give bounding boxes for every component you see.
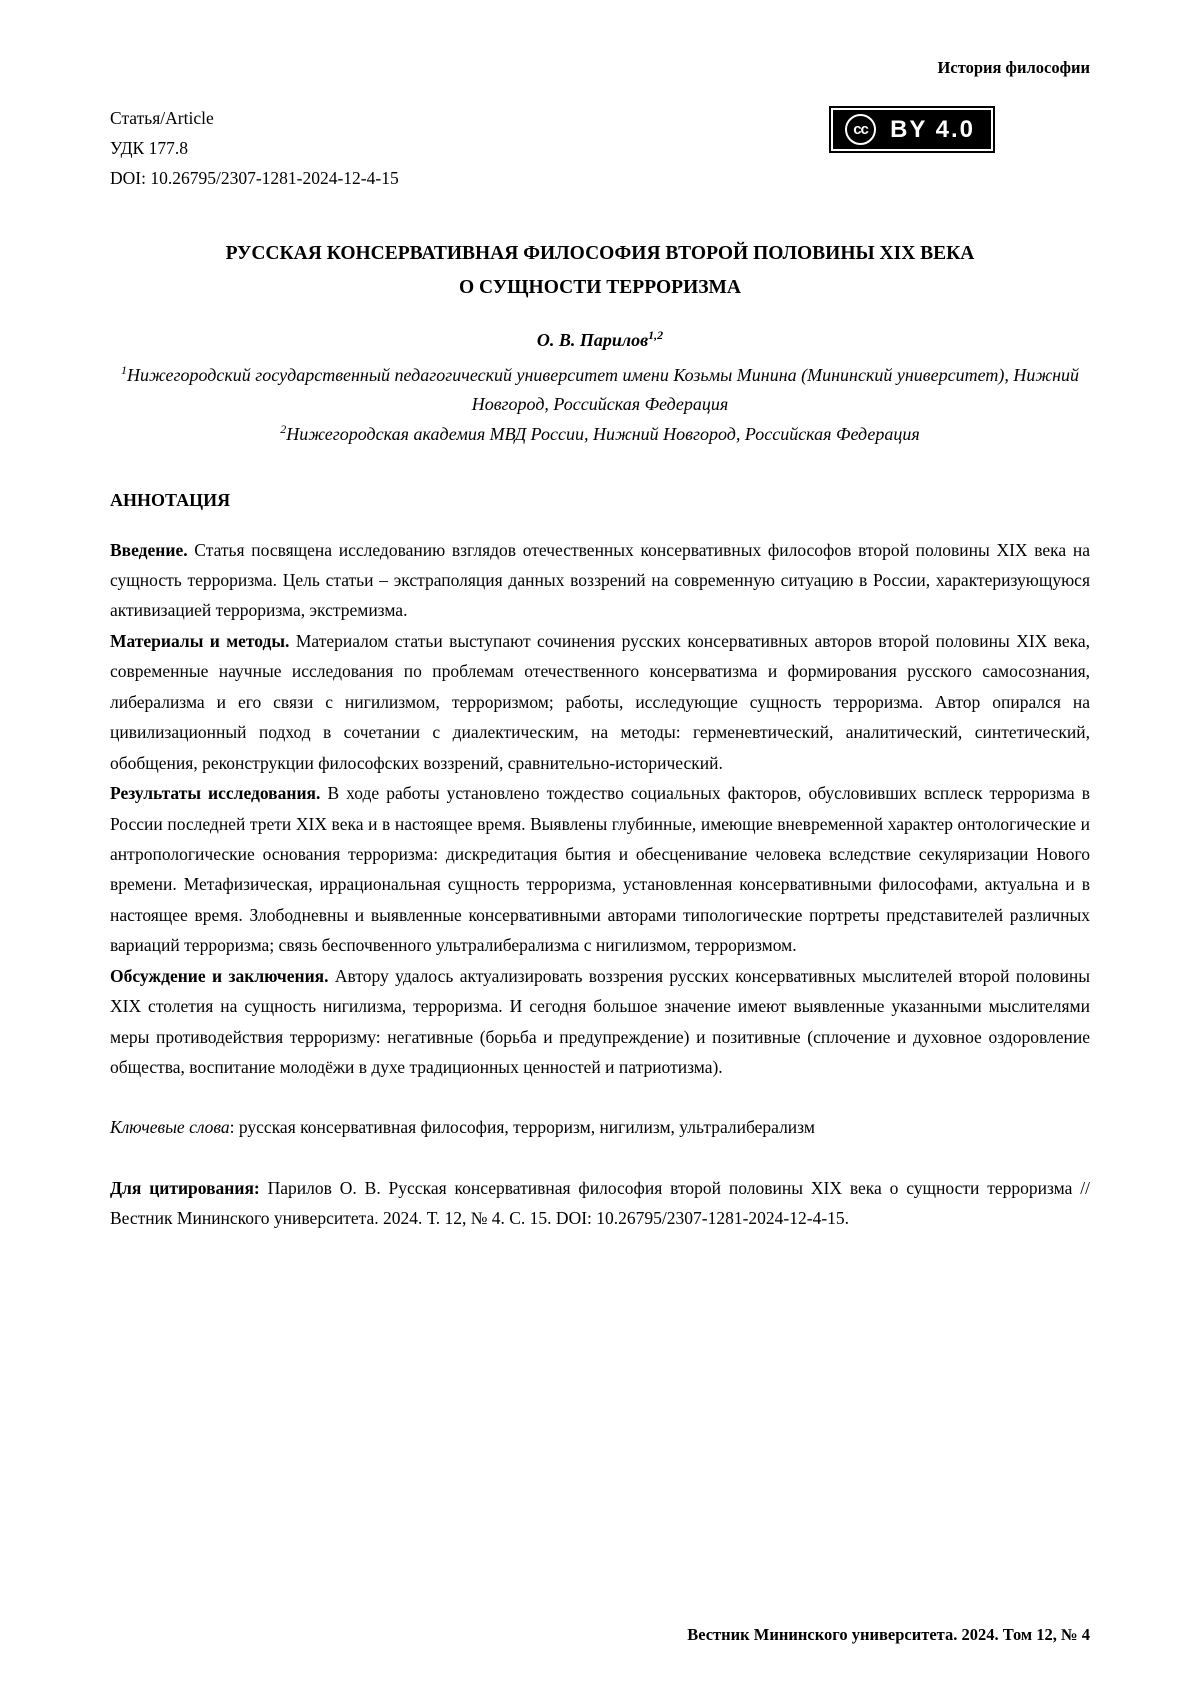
abstract-lead-results: Результаты исследования. bbox=[110, 783, 321, 804]
affiliation-1-text: Нижегородский государственный педагогический университет имени Козьмы Минина (Мининский университет), Нижний Новгород, Российская Федерация bbox=[126, 364, 1080, 415]
cc-by-license-badge bbox=[829, 106, 995, 153]
affiliation-2-text: Нижегородская академия МВД России, Нижний Новгород, Российская Федерация bbox=[286, 423, 920, 444]
keywords-line bbox=[110, 1112, 1090, 1142]
cc-license-label: BY 4.0 bbox=[890, 115, 975, 143]
udc-code: УДК 177.8 bbox=[110, 137, 188, 158]
meta-row bbox=[110, 104, 1090, 193]
abstract-paragraph-introduction bbox=[110, 535, 1090, 626]
abstract-heading: АННОТАЦИЯ bbox=[110, 489, 231, 510]
affiliation-2-mark: 2 bbox=[280, 421, 287, 436]
journal-section-header: История философии bbox=[937, 58, 1090, 77]
author-affiliation-marks: 1,2 bbox=[648, 327, 664, 342]
abstract-paragraph-discussion-conclusions bbox=[110, 961, 1090, 1083]
article-meta bbox=[110, 104, 399, 193]
article-title-line2: О СУЩНОСТИ ТЕРРОРИЗМА bbox=[458, 277, 742, 299]
abstract-text-results: В ходе работы установлено тождество социальных факторов, обусловивших всплеск терроризма в России последней трети XIX века и в настоящее время. Выявлены глубинные, имеющие вневременной характер онтологические и антропологические основания терроризма: дискредитация бытия и обесценивание человека вследствие секуляризации Нового времени. Метафизическая, иррациональная сущность терроризма, установленная консервативными философами, актуальна и в настоящее время. Злободневны и выявленные консервативными авторами типологические портреты представителей различных вариаций терроризма; связь беспочвенного ультралиберализма с нигилизмом, терроризмом. bbox=[110, 783, 1091, 956]
abstract-paragraph-materials-methods bbox=[110, 626, 1090, 778]
abstract-lead-discussion-conclusions: Обсуждение и заключения. bbox=[110, 965, 329, 986]
affiliation-1 bbox=[110, 361, 1090, 420]
article-title-line1: РУССКАЯ КОНСЕРВАТИВНАЯ ФИЛОСОФИЯ ВТОРОЙ ПОЛОВИНЫ XIX ВЕКА bbox=[225, 243, 975, 265]
citation-text: Парилов О. В. Русская консервативная философия второй половины XIX века о сущности терроризма // Вестник Мининского университета. 2024. Т. 12, № 4. С. 15. DOI: 10.26795/2307-1281-2024-12-4-15. bbox=[110, 1177, 1090, 1229]
cc-badge-inner bbox=[833, 110, 991, 149]
abstract-text-materials-methods: Материалом статьи выступают сочинения русских консервативных авторов второй половины XIX века, современные научные исследования по проблемам отечественного консерватизма и формирования русского самосознания, либерализма и его связи с нигилизмом, терроризмом; работы, исследующие сущность терроризма. Автор опирался на цивилизационный подход в сочетании с диалектическим, на методы: герменевтический, аналитический, синтетический, обобщения, реконструкции философских воззрений, сравнительно-исторический. bbox=[110, 630, 1090, 773]
affiliation-1-mark: 1 bbox=[120, 362, 127, 377]
abstract-text-discussion-conclusions: Автору удалось актуализировать воззрения русских консервативных мыслителей второй половины XIX столетия на сущность нигилизма, терроризма. И сегодня большое значение имеют выявленные указанными мыслителями меры противодействия терроризму: негативные (борьба и предупреждение) и позитивные (сплочение и духовное оздоровление общества, воспитание молодёжи в духе традиционных ценностей и патриотизма). bbox=[110, 965, 1091, 1077]
abstract-lead-introduction: Введение. bbox=[110, 539, 188, 560]
author-line bbox=[110, 328, 1090, 351]
creative-commons-icon: cc bbox=[845, 114, 876, 145]
doi-text: DOI: 10.26795/2307-1281-2024-12-4-15 bbox=[110, 167, 399, 188]
affiliation-2 bbox=[110, 420, 1090, 450]
citation-line bbox=[110, 1173, 1090, 1234]
keywords-lead: Ключевые слова bbox=[110, 1117, 230, 1138]
author-name: О. В. Парилов bbox=[536, 329, 649, 350]
citation-lead: Для цитирования: bbox=[110, 1177, 260, 1198]
article-title bbox=[110, 237, 1090, 305]
article-type: Статья/Article bbox=[110, 108, 214, 128]
journal-footer: Вестник Мининского университета. 2024. Том 12, № 4 bbox=[687, 1625, 1090, 1644]
abstract-body bbox=[110, 535, 1090, 1083]
abstract-lead-materials-methods: Материалы и методы. bbox=[110, 630, 290, 651]
keywords-text: : русская консервативная философия, терроризм, нигилизм, ультралиберализм bbox=[229, 1117, 815, 1138]
affiliations bbox=[110, 361, 1090, 450]
abstract-text-introduction: Статья посвящена исследованию взглядов отечественных консервативных философов второй половины XIX века на сущность терроризма. Цель статьи – экстраполяция данных воззрений на современную ситуацию в России, характеризующуюся активизацией терроризма, экстремизма. bbox=[110, 539, 1091, 621]
abstract-paragraph-results bbox=[110, 778, 1090, 961]
